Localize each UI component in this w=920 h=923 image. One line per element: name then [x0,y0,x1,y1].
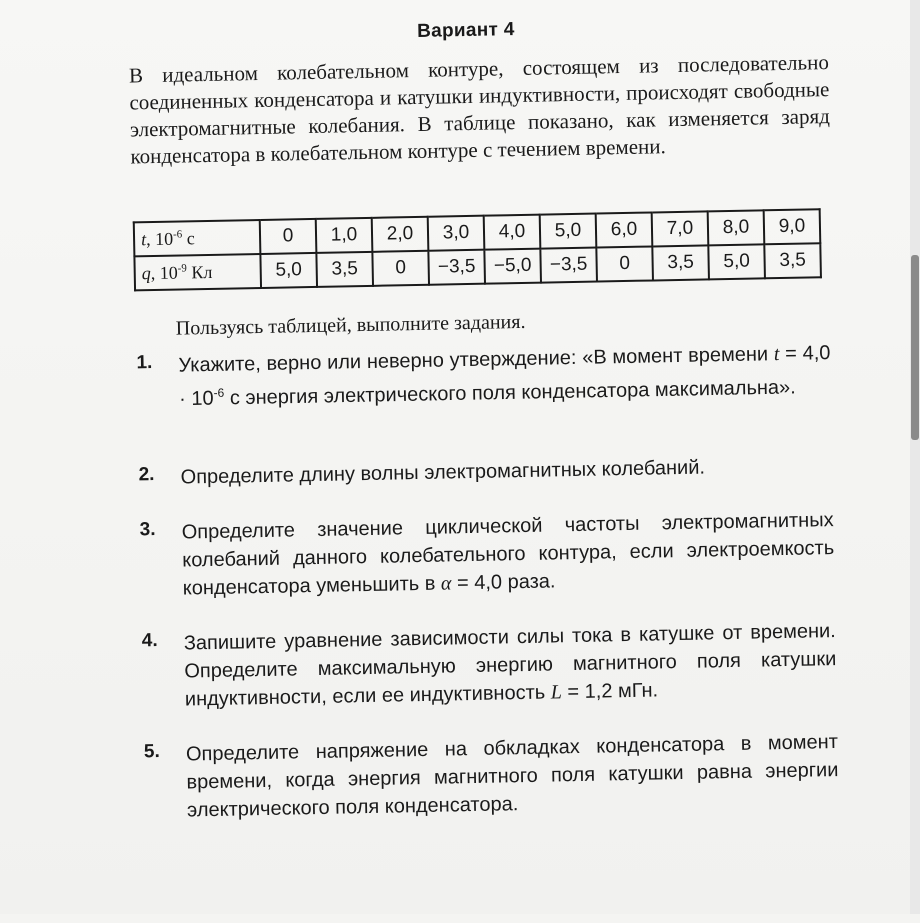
task-4 [141,617,842,711]
data-table [133,208,822,291]
task-2 [138,451,838,489]
task-5 [143,728,844,822]
table-cell: 3,0 [428,216,485,251]
table-cell: 0 [596,246,653,281]
table-cell: 5,0 [260,253,317,288]
task-number: 5. [143,741,160,763]
scrollbar-thumb[interactable] [911,255,919,440]
table-cell: 7,0 [652,211,709,246]
row-header-time: t, $10^{-6}$ с [134,220,261,256]
table-cell: 3,5 [652,245,709,280]
task-text: Определите напряжение на обкладках конденсатора в момент времени, когда энергия магнитного поля катушки равна энергии электрического поля конденсатора. [185,730,839,822]
row-header-charge: q, $10^{-9}$ Кл [134,254,261,290]
table-cell: 4,0 [484,215,541,250]
task-text: Определите длину волны электромагнитных колебаний. [180,456,706,489]
table-cell: 1,0 [316,218,373,253]
table-cell: 5,0 [540,214,597,249]
table-cell: 3,5 [764,243,821,278]
task-3 [139,506,839,600]
table-cell: 6,0 [596,212,653,247]
task-text: Определите значение циклической частоты электромагнитных колебаний данного колебательного контура, если электроемкость конденсатора уменьшить в α = 4,0 раза. [181,509,835,600]
problem-statement: В идеальном колебательном контуре, состоящем из последовательно соединенных конденсатора и катушки индуктивности, происходят свободные электромагнитные колебания. В таблице показано, как изменяется заряд конденсатора в колебательном контуре с течением времени. [128,50,831,169]
table-cell: 9,0 [764,209,821,244]
page-title: Вариант 4 [416,19,515,42]
table-cell: 8,0 [708,210,765,245]
table-cell: −3,5 [540,248,597,283]
task-number: 4. [141,630,158,652]
table-cell: 0 [372,251,429,286]
task-number: 3. [139,519,156,541]
instructions: Пользуясь таблицей, выполните задания. [175,310,526,340]
table-cell: −5,0 [484,249,541,284]
table-cell: 5,0 [708,244,765,279]
table-cell: 2,0 [372,217,429,252]
task-1 [136,339,836,411]
task-number: 2. [138,464,155,486]
task-number: 1. [136,352,153,374]
task-text: Укажите, верно или неверно утверждение: «В момент времени $t = 4,0 \cdot 10^{-6}$ с энергия электрического поля конденсатора максимальна». [178,342,831,411]
table-cell: 0 [260,219,317,254]
table-cell: −3,5 [428,250,485,285]
table-cell: 3,5 [316,252,373,287]
scrollbar[interactable] [910,0,920,914]
task-text: Запишите уравнение зависимости силы тока в катушке от времени. Определите максимальную энергию магнитного поля катушки индуктивности, если ее индуктивность L = 1,2 мГн. [183,620,837,711]
